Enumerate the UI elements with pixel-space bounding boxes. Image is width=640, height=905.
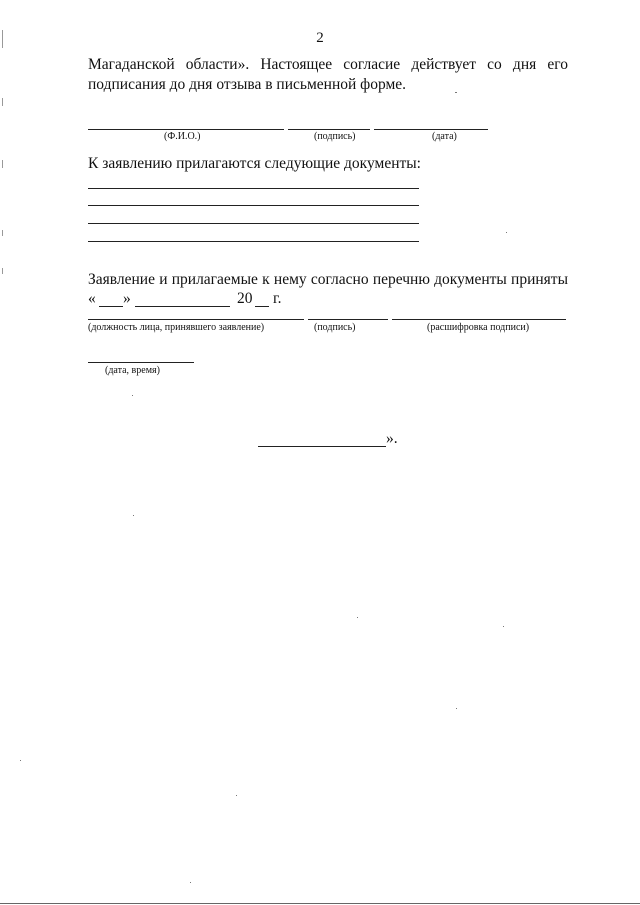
scan-speck [20,760,21,761]
datetime-caption: (дата, время) [105,365,160,376]
scan-speck [132,395,133,396]
scan-speck [455,92,457,93]
scan-margin-mark [2,230,3,236]
signature-line [288,129,370,130]
receiver-signature-line [308,319,388,320]
quote-open: « [88,290,96,307]
decode-caption: (расшифровка подписи) [427,322,530,333]
position-line [88,319,304,320]
consent-paragraph [88,55,568,95]
decode-line [392,319,566,320]
attachment-line [88,223,419,224]
signature-caption: (подпись) [314,131,356,142]
attachments-heading: К заявлению прилагаются следующие документы: [88,155,421,172]
scan-speck [133,515,134,516]
closing-quote: ». [386,430,398,447]
consent-line-2: подписания до дня отзыва в письменной форме. [88,76,407,93]
scan-speck [503,626,504,627]
position-caption: (должность лица, принявшего заявление) [88,322,265,333]
fio-line [88,129,284,130]
datetime-line [88,362,194,363]
quote-close: » [123,290,131,307]
scan-margin-mark [2,98,3,106]
year-prefix: 20 [237,290,253,307]
receiver-signature-caption: (подпись) [314,322,356,333]
acceptance-paragraph [88,270,568,290]
scan-speck [456,708,457,709]
fio-caption: (Ф.И.О.) [164,131,201,142]
date-caption: (дата) [432,131,457,142]
year-suffix: г. [273,290,282,307]
month-blank [135,306,230,307]
page-number: 2 [316,30,324,46]
scan-speck [236,795,237,796]
consent-line-1: Магаданской области». Настоящее согласие действует со дня его [88,56,568,73]
closing-blank [258,446,386,447]
date-line [374,129,488,130]
day-blank [99,306,123,307]
scan-bottom-edge [0,903,640,904]
scan-speck [506,232,507,233]
year-blank [255,306,269,307]
attachment-line [88,188,419,189]
attachment-line [88,241,419,242]
scan-speck [190,882,191,883]
scan-margin-mark [2,268,3,274]
scan-margin-mark [2,160,3,168]
scan-speck [357,617,358,618]
acceptance-line-1: Заявление и прилагаемые к нему согласно перечню документы приняты [88,271,568,288]
attachment-line [88,205,419,206]
